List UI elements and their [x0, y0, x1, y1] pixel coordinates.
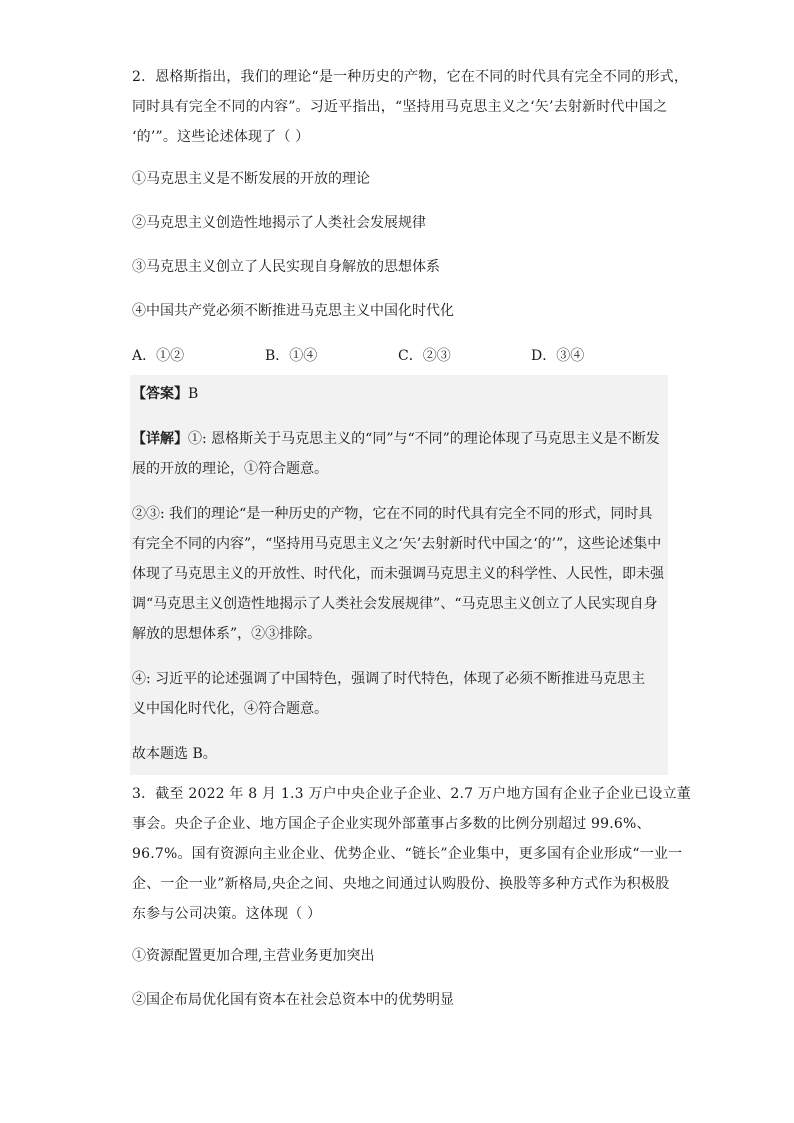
q2-statement-2: ②马克思主义创造性地揭示了人类社会发展规律	[132, 215, 426, 231]
detail-p2-line-4: 调“马克思主义创造性地揭示了人类社会发展规律”、“马克思主义创立了人民实现自身	[132, 596, 658, 612]
detail-p2-line-3: 体现了马克思主义的开放性、时代化，而未强调马克思主义的科学性、人民性，即未强	[132, 566, 664, 582]
answer-box	[130, 375, 668, 775]
answer-value: B	[188, 386, 199, 402]
q2-stem-line-3: ‘的’”。这些论述体现了（ ）	[132, 129, 310, 145]
detail-p2-line-5: 解放的思想体系”，②③排除。	[132, 626, 322, 642]
q3-stem-line-3: 96.7%。国有资源向主业企业、优势企业、“链长”企业集中，更多国有企业形成“一业一	[132, 846, 683, 862]
q3-stem-line-1: 3．截至 2022 年 8 月 1.3 万户中央企业子企业、2.7 万户地方国有企业子企业已设立董	[132, 786, 691, 802]
detail-p2-line-1: ②③: 我们的理论“是一种历史的产物，它在不同的时代具有完全不同的形式，同时具	[132, 506, 653, 522]
detail-tag: 【详解】	[132, 431, 188, 447]
detail-p3-line-2: 义中国化时代化，④符合题意。	[132, 701, 328, 717]
q3-stem-line-5: 东参与公司决策。这体现（ ）	[132, 906, 322, 922]
conclusion: 故本题选 B。	[132, 746, 217, 762]
detail-p1-line-1	[132, 424, 664, 454]
detail-p1-text-1: ①: 恩格斯关于马克思主义的“同”与“不同”的理论体现了马克思主义是不断发	[188, 431, 660, 447]
q2-choice-b: B．①④	[265, 348, 318, 364]
question-3	[132, 779, 691, 1011]
q3-statement-2: ②国企布局优化国有资本在社会总资本中的优势明显	[132, 992, 454, 1008]
q3-stem-line-4: 企、一企一业”新格局,央企之间、央地之间通过认购股份、换股等多种方式作为积极股	[132, 876, 670, 892]
q2-choices	[132, 345, 664, 367]
q2-stem-line-2: 同时具有完全不同的内容”。习近平指出，“坚持用马克思主义之‘矢’去射新时代中国之	[132, 99, 668, 115]
q2-choice-c: C．②③	[398, 348, 451, 364]
q2-stem-line-1: 2．恩格斯指出，我们的理论“是一种历史的产物，它在不同的时代具有完全不同的形式，	[132, 69, 689, 85]
detail-p2-line-2: 有完全不同的内容”，“坚持用马克思主义之‘矢’去射新时代中国之‘的’”，这些论述集中	[132, 536, 662, 552]
q2-choice-a: A．①②	[132, 348, 185, 364]
q2-statement-4: ④中国共产党必须不断推进马克思主义中国化时代化	[132, 303, 454, 319]
q3-stem-line-2: 事会。央企子企业、地方国企子企业实现外部董事占多数的比例分别超过 99.6%、	[132, 816, 651, 832]
q2-choice-d: D．③④	[531, 348, 585, 364]
answer-tag: 【答案】	[132, 386, 188, 402]
question-2	[132, 62, 689, 775]
detail-p1-line-2: 展的开放的理论，①符合题意。	[132, 461, 328, 477]
q2-statement-1: ①马克思主义是不断发展的开放的理论	[132, 171, 370, 187]
detail-p3-line-1: ④: 习近平的论述强调了中国特色，强调了时代特色，体现了必须不断推进马克思主	[132, 671, 646, 687]
q2-statement-3: ③马克思主义创立了人民实现自身解放的思想体系	[132, 259, 440, 275]
answer-line	[132, 379, 664, 409]
q3-statement-1: ①资源配置更加合理,主营业务更加突出	[132, 948, 375, 964]
exam-page	[132, 62, 691, 1011]
